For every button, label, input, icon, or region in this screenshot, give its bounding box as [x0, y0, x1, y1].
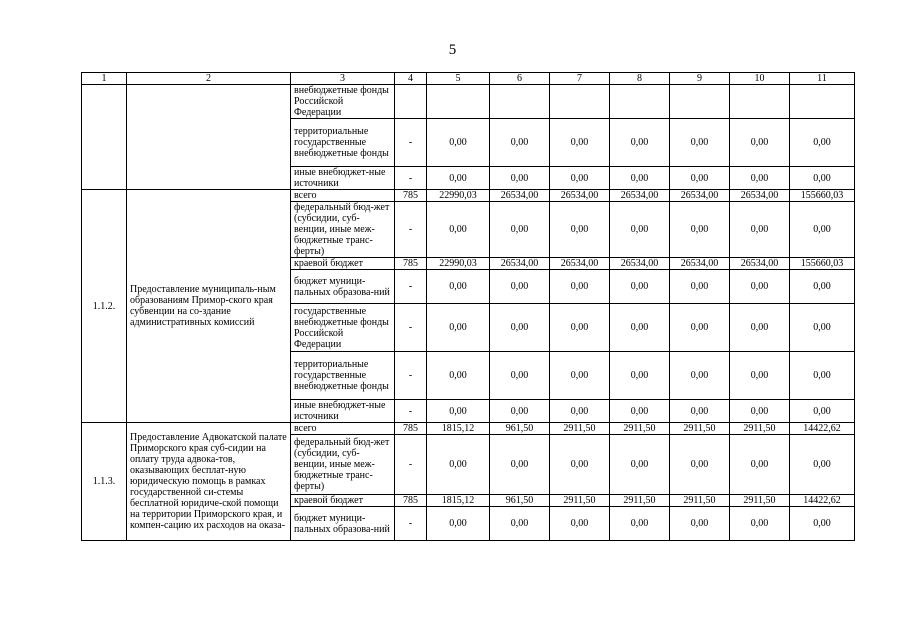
amount-cell: 0,00 — [610, 167, 670, 190]
amount-cell — [730, 85, 790, 119]
owner-code-cell: 785 — [395, 423, 427, 435]
amount-cell: 22990,03 — [427, 258, 490, 270]
amount-cell: 0,00 — [670, 352, 730, 400]
owner-code-cell: - — [395, 119, 427, 167]
funding-source: государственные внебюджетные фонды Российской Федерации — [291, 304, 395, 352]
amount-cell: 14422,62 — [790, 423, 855, 435]
amount-cell: 0,00 — [490, 167, 550, 190]
amount-cell: 26534,00 — [730, 258, 790, 270]
amount-cell: 22990,03 — [427, 190, 490, 202]
amount-cell: 155660,03 — [790, 258, 855, 270]
amount-cell: 2911,50 — [610, 423, 670, 435]
col-header: 10 — [730, 73, 790, 85]
amount-cell: 0,00 — [550, 435, 610, 495]
item-code: 1.1.3. — [82, 423, 127, 541]
funding-source: иные внебюджет-ные источники — [291, 400, 395, 423]
header-row — [82, 73, 855, 85]
table-row — [82, 423, 855, 435]
amount-cell: 0,00 — [670, 304, 730, 352]
amount-cell: 0,00 — [427, 352, 490, 400]
funding-source: федеральный бюд-жет (субсидии, суб-венции, иные меж-бюджетные транс-ферты) — [291, 435, 395, 495]
amount-cell: 0,00 — [670, 270, 730, 304]
item-code — [82, 85, 127, 190]
amount-cell: 0,00 — [670, 119, 730, 167]
owner-code-cell — [395, 85, 427, 119]
amount-cell: 26534,00 — [730, 190, 790, 202]
owner-code-cell: - — [395, 304, 427, 352]
amount-cell: 2911,50 — [730, 423, 790, 435]
amount-cell: 0,00 — [670, 400, 730, 423]
amount-cell: 2911,50 — [610, 495, 670, 507]
amount-cell — [490, 85, 550, 119]
amount-cell: 0,00 — [730, 202, 790, 258]
amount-cell: 0,00 — [610, 270, 670, 304]
funding-source: всего — [291, 423, 395, 435]
owner-code-cell: - — [395, 352, 427, 400]
amount-cell: 0,00 — [550, 270, 610, 304]
amount-cell: 0,00 — [610, 119, 670, 167]
col-header: 8 — [610, 73, 670, 85]
amount-cell: 0,00 — [490, 202, 550, 258]
funding-source: краевой бюджет — [291, 258, 395, 270]
funding-source: иные внебюджет-ные источники — [291, 167, 395, 190]
amount-cell: 2911,50 — [670, 423, 730, 435]
col-header: 6 — [490, 73, 550, 85]
amount-cell: 0,00 — [427, 202, 490, 258]
col-header: 7 — [550, 73, 610, 85]
amount-cell: 0,00 — [790, 304, 855, 352]
col-header: 9 — [670, 73, 730, 85]
owner-code-cell: - — [395, 270, 427, 304]
amount-cell: 0,00 — [427, 400, 490, 423]
funding-source: всего — [291, 190, 395, 202]
amount-cell: 26534,00 — [610, 258, 670, 270]
amount-cell: 2911,50 — [730, 495, 790, 507]
amount-cell: 0,00 — [550, 119, 610, 167]
col-header: 4 — [395, 73, 427, 85]
amount-cell: 0,00 — [790, 167, 855, 190]
amount-cell: 0,00 — [490, 400, 550, 423]
amount-cell: 0,00 — [790, 435, 855, 495]
amount-cell: 0,00 — [610, 352, 670, 400]
amount-cell: 0,00 — [427, 304, 490, 352]
amount-cell: 0,00 — [790, 119, 855, 167]
budget-table — [81, 72, 855, 541]
amount-cell: 0,00 — [670, 507, 730, 541]
amount-cell: 0,00 — [427, 119, 490, 167]
owner-code-cell: - — [395, 507, 427, 541]
owner-code-cell: 785 — [395, 258, 427, 270]
amount-cell: 0,00 — [730, 270, 790, 304]
item-name — [127, 85, 291, 190]
amount-cell: 155660,03 — [790, 190, 855, 202]
amount-cell: 0,00 — [490, 435, 550, 495]
owner-code-cell: - — [395, 167, 427, 190]
amount-cell — [670, 85, 730, 119]
amount-cell: 0,00 — [490, 352, 550, 400]
funding-source: бюджет муници-пальных образова-ний — [291, 270, 395, 304]
owner-code-cell: - — [395, 400, 427, 423]
amount-cell — [610, 85, 670, 119]
amount-cell — [427, 85, 490, 119]
item-name: Предоставление Адвокатской палате Приморского края суб-сидии на оплату труда адвока-тов, оказывающих бесплат-ную юридическую помощь в рамках государственной си-стемы бесплатной юридиче-ской помощи на территории Приморского края, и компен-сацию их расходов на оказа- — [127, 423, 291, 541]
amount-cell: 0,00 — [550, 507, 610, 541]
amount-cell: 1815,12 — [427, 423, 490, 435]
amount-cell: 0,00 — [790, 400, 855, 423]
amount-cell: 0,00 — [550, 304, 610, 352]
owner-code-cell: 785 — [395, 190, 427, 202]
amount-cell: 0,00 — [610, 435, 670, 495]
amount-cell: 0,00 — [550, 352, 610, 400]
amount-cell: 0,00 — [670, 202, 730, 258]
col-header: 3 — [291, 73, 395, 85]
page-number: 5 — [448, 42, 457, 58]
amount-cell: 0,00 — [730, 167, 790, 190]
amount-cell: 0,00 — [790, 270, 855, 304]
amount-cell: 0,00 — [670, 435, 730, 495]
amount-cell: 0,00 — [427, 507, 490, 541]
amount-cell: 0,00 — [427, 167, 490, 190]
amount-cell: 0,00 — [427, 270, 490, 304]
amount-cell: 26534,00 — [670, 190, 730, 202]
owner-code-cell: - — [395, 202, 427, 258]
amount-cell: 2911,50 — [550, 423, 610, 435]
amount-cell: 2911,50 — [550, 495, 610, 507]
owner-code-cell: - — [395, 435, 427, 495]
amount-cell: 0,00 — [730, 119, 790, 167]
amount-cell: 2911,50 — [670, 495, 730, 507]
amount-cell: 0,00 — [730, 400, 790, 423]
owner-code-cell: 785 — [395, 495, 427, 507]
amount-cell: 0,00 — [427, 435, 490, 495]
amount-cell: 26534,00 — [550, 190, 610, 202]
amount-cell: 26534,00 — [490, 258, 550, 270]
amount-cell: 26534,00 — [670, 258, 730, 270]
amount-cell: 0,00 — [490, 270, 550, 304]
amount-cell: 961,50 — [490, 423, 550, 435]
amount-cell: 26534,00 — [490, 190, 550, 202]
amount-cell: 0,00 — [610, 507, 670, 541]
amount-cell: 14422,62 — [790, 495, 855, 507]
amount-cell: 0,00 — [550, 400, 610, 423]
amount-cell — [550, 85, 610, 119]
amount-cell: 0,00 — [610, 202, 670, 258]
amount-cell: 0,00 — [730, 507, 790, 541]
funding-source: внебюджетные фонды Российской Федерации — [291, 85, 395, 119]
amount-cell: 0,00 — [490, 507, 550, 541]
amount-cell: 0,00 — [730, 304, 790, 352]
table-row — [82, 85, 855, 119]
col-header: 5 — [427, 73, 490, 85]
amount-cell: 26534,00 — [550, 258, 610, 270]
amount-cell: 0,00 — [790, 507, 855, 541]
col-header: 2 — [127, 73, 291, 85]
item-name: Предоставление муниципаль-ным образованиям Примор-ского края субвенции на со-здание административных комиссий — [127, 190, 291, 423]
amount-cell: 0,00 — [550, 202, 610, 258]
funding-source: бюджет муници-пальных образова-ний — [291, 507, 395, 541]
amount-cell: 0,00 — [670, 167, 730, 190]
amount-cell: 0,00 — [490, 304, 550, 352]
funding-source: территориальные государственные внебюджетные фонды — [291, 119, 395, 167]
col-header: 11 — [790, 73, 855, 85]
item-code: 1.1.2. — [82, 190, 127, 423]
amount-cell: 0,00 — [490, 119, 550, 167]
amount-cell — [790, 85, 855, 119]
amount-cell: 961,50 — [490, 495, 550, 507]
funding-source: территориальные государственные внебюджетные фонды — [291, 352, 395, 400]
amount-cell: 0,00 — [790, 352, 855, 400]
funding-source: краевой бюджет — [291, 495, 395, 507]
amount-cell: 0,00 — [610, 400, 670, 423]
table-row — [82, 190, 855, 202]
amount-cell: 0,00 — [730, 352, 790, 400]
amount-cell: 0,00 — [790, 202, 855, 258]
amount-cell: 0,00 — [610, 304, 670, 352]
funding-source: федеральный бюд-жет (субсидии, суб-венции, иные меж-бюджетные транс-ферты) — [291, 202, 395, 258]
amount-cell: 1815,12 — [427, 495, 490, 507]
col-header: 1 — [82, 73, 127, 85]
amount-cell: 0,00 — [550, 167, 610, 190]
amount-cell: 0,00 — [730, 435, 790, 495]
amount-cell: 26534,00 — [610, 190, 670, 202]
